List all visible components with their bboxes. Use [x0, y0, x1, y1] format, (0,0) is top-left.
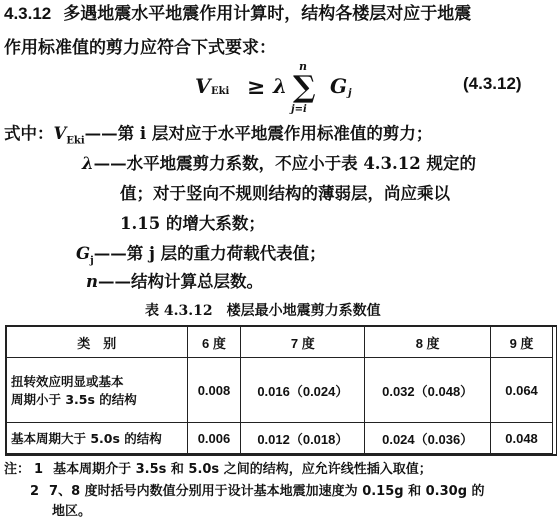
clause-text-line2: 作用标准值的剪力应符合下式要求： — [4, 38, 276, 58]
definition-symbol: λ — [82, 154, 94, 173]
definition-text: ——第 j 层的重力荷载代表值； — [93, 244, 326, 263]
clause-text-line1: 多遇地震水平地震作用计算时，结构各楼层对应于地震 — [63, 4, 472, 24]
table-header-7: 7 度 — [241, 327, 365, 358]
table-header-category: 类 别 — [7, 327, 188, 358]
formula-sum-lower: j=i — [291, 104, 307, 115]
formula-coefficient: λ — [273, 74, 288, 98]
clause-heading — [4, 2, 471, 26]
formula-lhs: V — [195, 74, 211, 98]
definition-text: ——结构计算总层数。 — [98, 272, 263, 291]
note-2-number: 2 — [30, 484, 40, 499]
definition-symbol: $V_{Eki}$ — [53, 124, 85, 147]
formula-term-subscript: j — [348, 88, 352, 99]
table-row — [7, 423, 553, 454]
formula-lhs-subscript: Eki — [211, 86, 230, 97]
note-1-text: 基本周期介于 3.5s 和 5.0s 之间的结构，应允许线性插入取值； — [53, 462, 432, 477]
table-cell: 0.032（0.048） — [365, 358, 491, 423]
formula-sum-sign: ∑ — [293, 70, 316, 105]
table-row-label: 扭转效应明显或基本 周期小于 3.5s 的结构 — [7, 358, 188, 423]
coefficient-table — [6, 326, 553, 454]
table-header-9: 9 度 — [491, 327, 553, 358]
table-cell: 0.024（0.036） — [365, 423, 491, 454]
table-cell: 0.064 — [491, 358, 553, 423]
table-title: 表 4.3.12 楼层最小地震剪力系数值 — [145, 303, 381, 319]
definition-text: ——水平地震剪力系数，不应小于表 4.3.12 规定的 — [93, 154, 476, 173]
note-2-text-line1: 7、8 度时括号内数值分别用于设计基本地震加速度为 0.15g 和 0.30g 的 — [49, 484, 485, 499]
table-cell: 0.008 — [187, 358, 241, 423]
definition-row — [86, 268, 263, 292]
table-cell: 0.016（0.024） — [241, 358, 365, 423]
definition-continuation: 1.15 的增大系数； — [120, 214, 265, 233]
table-cell: 0.012（0.018） — [241, 423, 365, 454]
table-cell: 0.006 — [187, 423, 241, 454]
note-2 — [30, 480, 485, 499]
definition-row — [4, 120, 432, 146]
note-2-text-line2: 地区。 — [52, 504, 92, 519]
clause-number: 4.3.12 — [4, 4, 52, 23]
definition-row — [82, 150, 476, 174]
formula-sum-upper: n — [299, 60, 307, 73]
definition-symbol: $G_j$ — [76, 244, 94, 267]
definitions-lead: 式中： — [4, 124, 54, 143]
table-header-6: 6 度 — [187, 327, 241, 358]
definition-text: ——第 i 层对应于水平地震作用标准值的剪力； — [84, 124, 433, 143]
definition-row — [76, 240, 326, 266]
table-row-label: 基本周期大于 5.0s 的结构 — [7, 423, 188, 454]
formula-relation: ≥ — [247, 74, 266, 100]
note-1-number: 1 — [34, 462, 44, 477]
table-row — [7, 358, 553, 423]
formula-term: G — [330, 74, 348, 98]
definition-symbol: n — [86, 272, 98, 291]
table-cell: 0.048 — [491, 423, 553, 454]
equation-number: (4.3.12) — [463, 74, 522, 93]
table-header-8: 8 度 — [365, 327, 491, 358]
notes-lead: 注： — [4, 462, 31, 477]
definition-continuation: 值；对于竖向不规则结构的薄弱层，尚应乘以 — [120, 184, 450, 203]
table-header-row — [7, 327, 553, 358]
note-1 — [4, 458, 432, 477]
